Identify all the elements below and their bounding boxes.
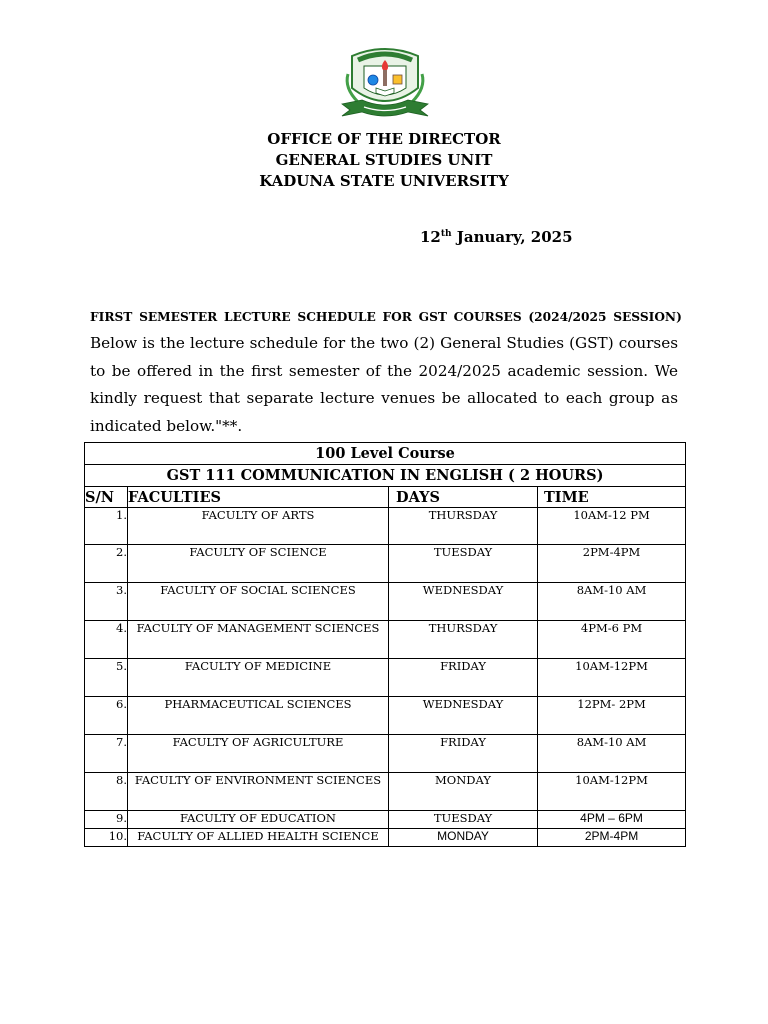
row-faculty: FACULTY OF SCIENCE: [128, 545, 389, 583]
row-day: MONDAY: [389, 773, 538, 811]
row-sn: 9.: [85, 811, 128, 829]
row-faculty: FACULTY OF MEDICINE: [128, 659, 389, 697]
row-time: 2PM-4PM: [538, 545, 686, 583]
row-faculty: FACULTY OF ARTS: [128, 508, 389, 545]
row-sn: 7.: [85, 735, 128, 773]
row-time: 2PM-4PM: [538, 829, 686, 847]
row-time: 4PM-6 PM: [538, 621, 686, 659]
table-row: [85, 697, 686, 735]
table-row: [85, 735, 686, 773]
row-faculty: FACULTY OF EDUCATION: [128, 811, 389, 829]
column-header-time: TIME: [538, 487, 686, 508]
row-faculty: FACULTY OF MANAGEMENT SCIENCES: [128, 621, 389, 659]
row-day: TUESDAY: [389, 811, 538, 829]
row-sn: 8.: [85, 773, 128, 811]
row-day: TUESDAY: [389, 545, 538, 583]
column-header-sn: S/N: [85, 487, 128, 508]
row-faculty: FACULTY OF ENVIRONMENT SCIENCES: [128, 773, 389, 811]
table-row: [85, 811, 686, 829]
column-header-faculties: FACULTIES: [128, 487, 389, 508]
table-header-row: [85, 487, 686, 508]
table-row: [85, 829, 686, 847]
row-day: WEDNESDAY: [389, 697, 538, 735]
row-day: THURSDAY: [389, 621, 538, 659]
row-day: FRIDAY: [389, 735, 538, 773]
schedule-title: FIRST SEMESTER LECTURE SCHEDULE FOR GST COURSES (2024/2025 SESSION): [90, 310, 682, 324]
unit-title: GENERAL STUDIES UNIT: [275, 151, 493, 169]
level-caption: 100 Level Course: [85, 443, 686, 465]
university-title: KADUNA STATE UNIVERSITY: [259, 172, 509, 190]
office-title: OFFICE OF THE DIRECTOR: [267, 130, 501, 148]
row-sn: 10.: [85, 829, 128, 847]
row-faculty: FACULTY OF AGRICULTURE: [128, 735, 389, 773]
row-faculty: PHARMACEUTICAL SCIENCES: [128, 697, 389, 735]
column-header-days: DAYS: [389, 487, 538, 508]
row-sn: 4.: [85, 621, 128, 659]
row-time: 4PM – 6PM: [538, 811, 686, 829]
row-time: 12PM- 2PM: [538, 697, 686, 735]
row-day: MONDAY: [389, 829, 538, 847]
table-row: [85, 621, 686, 659]
row-sn: 5.: [85, 659, 128, 697]
row-time: 10AM-12PM: [538, 659, 686, 697]
row-time: 10AM-12 PM: [538, 508, 686, 545]
intro-paragraph: Below is the lecture schedule for the two (2) General Studies (GST) courses to be offered in the first semester of the 2024/2025 academic session. We kindly request that separate lecture venues be allocated to each group as indicated below."**.: [90, 334, 678, 435]
row-sn: 3.: [85, 583, 128, 621]
row-day: THURSDAY: [389, 508, 538, 545]
row-sn: 2.: [85, 545, 128, 583]
row-sn: 1.: [85, 508, 128, 545]
lecture-schedule-table: [84, 442, 686, 847]
table-row: [85, 659, 686, 697]
course-caption: GST 111 COMMUNICATION IN ENGLISH ( 2 HOURS): [85, 465, 686, 487]
row-faculty: FACULTY OF SOCIAL SCIENCES: [128, 583, 389, 621]
university-crest-logo: [338, 44, 432, 120]
row-day: FRIDAY: [389, 659, 538, 697]
row-day: WEDNESDAY: [389, 583, 538, 621]
table-row: [85, 583, 686, 621]
row-time: 10AM-12PM: [538, 773, 686, 811]
table-row: [85, 773, 686, 811]
letter-date: 12th January, 2025: [420, 228, 573, 246]
row-time: 8AM-10 AM: [538, 583, 686, 621]
row-sn: 6.: [85, 697, 128, 735]
row-time: 8AM-10 AM: [538, 735, 686, 773]
table-row: [85, 545, 686, 583]
table-row: [85, 508, 686, 545]
row-faculty: FACULTY OF ALLIED HEALTH SCIENCE: [128, 829, 389, 847]
